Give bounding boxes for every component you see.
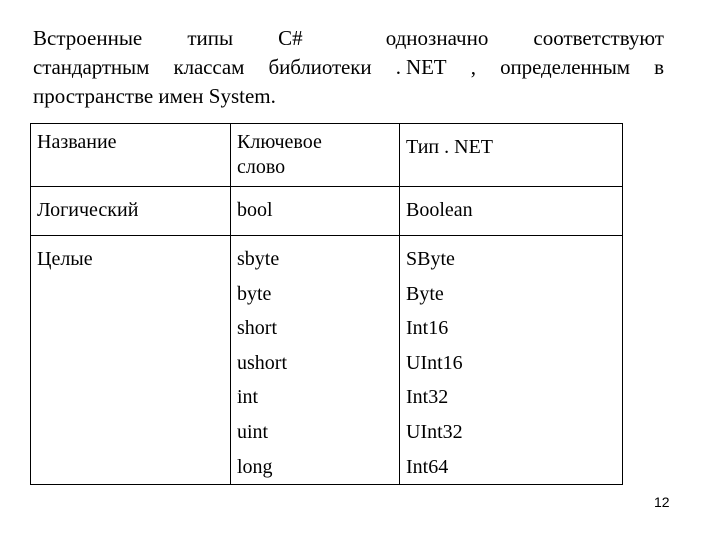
types-table xyxy=(30,123,623,485)
page-number: 12 xyxy=(654,494,670,510)
header-name: Название xyxy=(37,131,117,153)
intro-word: в xyxy=(654,55,664,79)
header-cell-name xyxy=(31,124,231,187)
dotnet-type-item: Int32 xyxy=(406,386,449,409)
intro-word: . NET xyxy=(395,55,447,79)
keyword-item: sbyte xyxy=(237,248,280,270)
intro-word: , xyxy=(470,55,476,79)
intro-word: библиотеки xyxy=(268,55,372,79)
table-cell xyxy=(231,236,400,485)
keyword-item: int xyxy=(237,386,259,409)
dotnet-type-list xyxy=(406,236,616,484)
dotnet-type-item: Int64 xyxy=(406,455,449,478)
table-cell xyxy=(231,187,400,236)
intro-paragraph xyxy=(33,24,664,111)
intro-word: соответствуют xyxy=(533,26,664,50)
dotnet-type-item: Int16 xyxy=(406,317,449,340)
row-name: Целые xyxy=(37,248,93,270)
header-keyword: Ключевое слово xyxy=(237,131,322,178)
intro-word: однозначно xyxy=(385,26,489,50)
intro-word: C# xyxy=(278,26,303,50)
table-row xyxy=(31,187,623,236)
row-dotnet: Boolean xyxy=(406,199,473,221)
table-cell xyxy=(400,187,623,236)
keyword-item: ushort xyxy=(237,351,287,374)
row-name: Логический xyxy=(37,199,139,221)
intro-word: классам xyxy=(173,55,245,79)
intro-word: типы xyxy=(187,26,234,50)
table-cell xyxy=(31,187,231,236)
keyword-item: uint xyxy=(237,420,269,443)
table-row xyxy=(31,236,623,485)
row-keyword: bool xyxy=(237,199,273,221)
intro-word: определенным xyxy=(500,55,630,79)
keyword-item: short xyxy=(237,317,277,340)
dotnet-type-item: UInt32 xyxy=(406,420,463,443)
header-cell-keyword xyxy=(231,124,400,187)
intro-word: Встроенные xyxy=(33,26,143,50)
header-cell-dotnet xyxy=(400,124,623,187)
keyword-list xyxy=(237,236,393,484)
dotnet-type-item: UInt16 xyxy=(406,351,463,374)
dotnet-type-item: Byte xyxy=(406,282,444,305)
intro-word: стандартным xyxy=(33,55,150,79)
intro-line-3: пространстве имен System. xyxy=(33,84,276,108)
keyword-item: byte xyxy=(237,282,272,305)
intro-line-2 xyxy=(33,53,664,82)
table-header-row xyxy=(31,124,623,187)
dotnet-type-item: SByte xyxy=(406,248,455,270)
header-dotnet: Тип . NET xyxy=(406,136,494,158)
row-name-wrap xyxy=(37,236,224,277)
table-cell xyxy=(31,236,231,485)
keyword-item: long xyxy=(237,455,273,478)
table-cell xyxy=(400,236,623,485)
intro-line-1 xyxy=(33,24,664,53)
